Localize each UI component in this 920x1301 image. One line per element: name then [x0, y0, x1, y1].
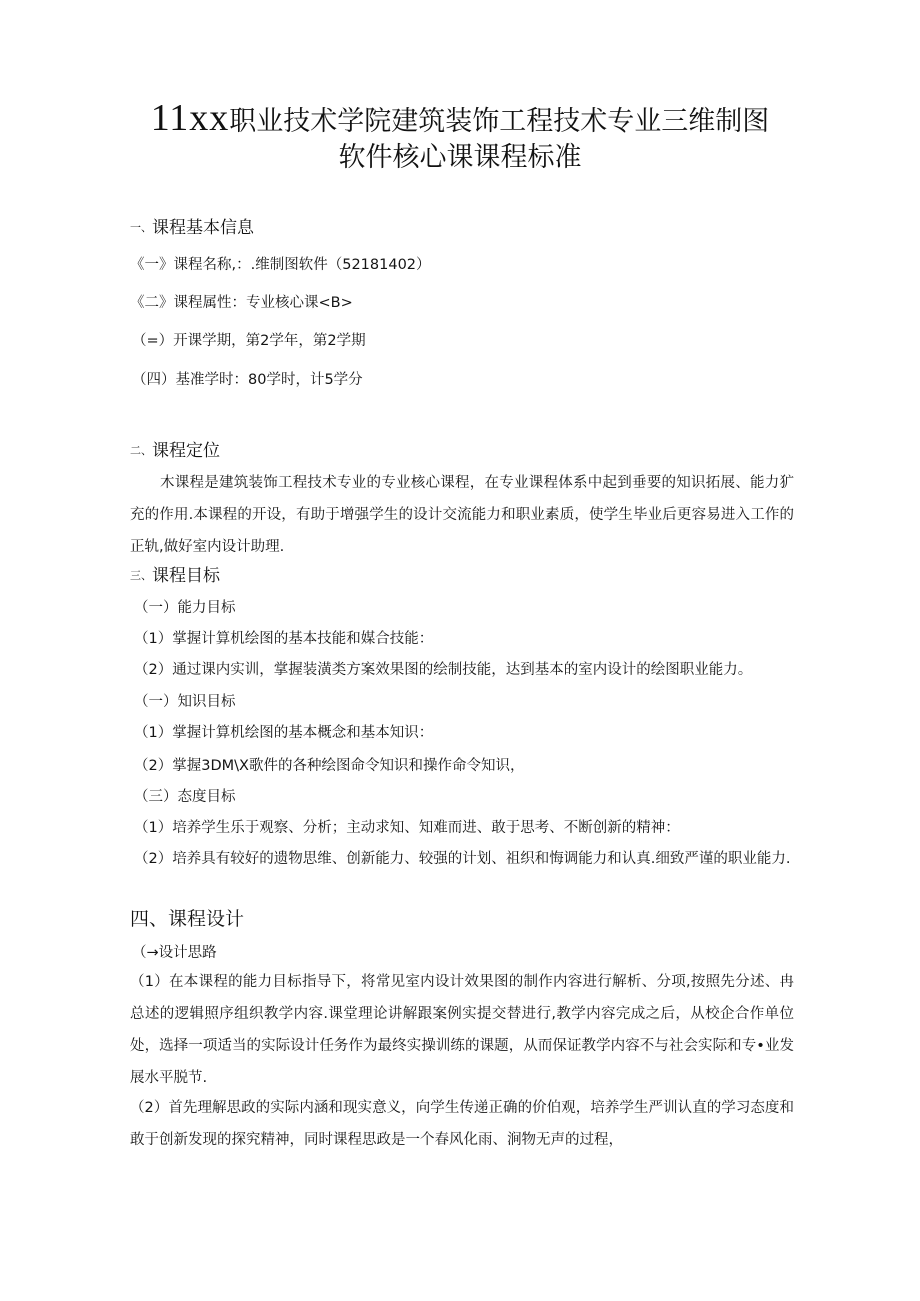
section3-heading [130, 564, 220, 588]
section1-mark: 一、 [130, 221, 152, 234]
ability-goals-heading: （一）能力目标 [134, 600, 236, 616]
course-positioning-paragraph: 木课程是建筑装饰工程技术专业的专业核心课程，在专业课程体系中起到垂要的知识拓展、能力犷充的作用.本课程的开设，有助于增强学生的设计交流能力和职业素质，使学生毕业后更容易进入工作的正轨,做好室内设计助理. [130, 475, 794, 555]
document-title-line1 [0, 97, 920, 140]
attitude-goal-item-1: （1）培养学生乐于观察、分析；主动求知、知难而进、敢于思考、不断创新的精神： [134, 820, 680, 836]
title-number: 11xx [150, 97, 230, 139]
design-idea-paragraph-1: （1）在本课程的能力目标指导下，将常见室内设计效果图的制作内容进行解析、分项,按照先分述、冉总述的逻辑照序组织教学内容.课堂理论讲解跟案例实提交替进行,教学内容完成之后，从校企合作单位处，选择一项适当的实际设计任务作为最终实操训练的课题，从而保证教学内容不与社会实际和专•业发展水平脱节. [130, 974, 794, 1086]
course-name-item: 《一》课程名称,：.维制图软件（52181402） [130, 257, 431, 273]
course-hours-item: （四）基准学时：80学时，计5学分 [132, 372, 363, 388]
section1-heading-text: 课程基本信息 [152, 218, 254, 238]
knowledge-goal-item-2: （2）掌握3DM\X歌件的各种绘图命令知识和操作命令知识， [134, 758, 525, 774]
section2-heading-text: 课程定位 [152, 441, 220, 461]
section2-heading [130, 439, 220, 463]
design-idea-paragraph-2: （2）首先理解思政的实际内涵和现实意义，向学生传递正确的价伯观，培养学生严训认直的学习态度和敢于创新发现的探究精神，同时课程思政是一个春风化雨、涧物无声的过程， [130, 1100, 794, 1148]
document-title-line2: 软件核心课课程标准 [338, 142, 582, 173]
section2-mark: 二、 [130, 444, 152, 457]
section4-heading: 四、课程设计 [130, 908, 245, 930]
title-line1-text: 职业技术学院建筑装饰工程技术专业三维制图 [229, 106, 770, 137]
course-attribute-item: 《二》课程属性：专业核心课<B> [130, 295, 353, 311]
ability-goal-item-1: （1）掌握计算机绘图的基本技能和媒合技能： [134, 631, 434, 647]
section3-mark: 三、 [130, 569, 152, 582]
knowledge-goal-item-1: （1）掌握计算机绘图的基本概念和基本知识： [134, 725, 434, 741]
attitude-goal-item-2: （2）培养具有较好的遗物思维、创新能力、较强的计划、祖织和悔调能力和认真.细致严谨的职业能力. [134, 851, 791, 867]
ability-goal-item-2: （2）通过课内实训，掌握装潢类方案效果图的绘制技能，达到基本的室内设计的绘图职业能力。 [134, 662, 753, 678]
attitude-goals-heading: （三）态度目标 [134, 789, 236, 805]
course-term-item: （=）开课学期，第2学年，第2学期 [132, 333, 366, 349]
design-idea-heading: （→设计思路 [132, 945, 217, 961]
section1-heading [130, 216, 254, 240]
knowledge-goals-heading: （一）知识目标 [134, 694, 236, 710]
section3-heading-text: 课程目标 [152, 566, 220, 586]
